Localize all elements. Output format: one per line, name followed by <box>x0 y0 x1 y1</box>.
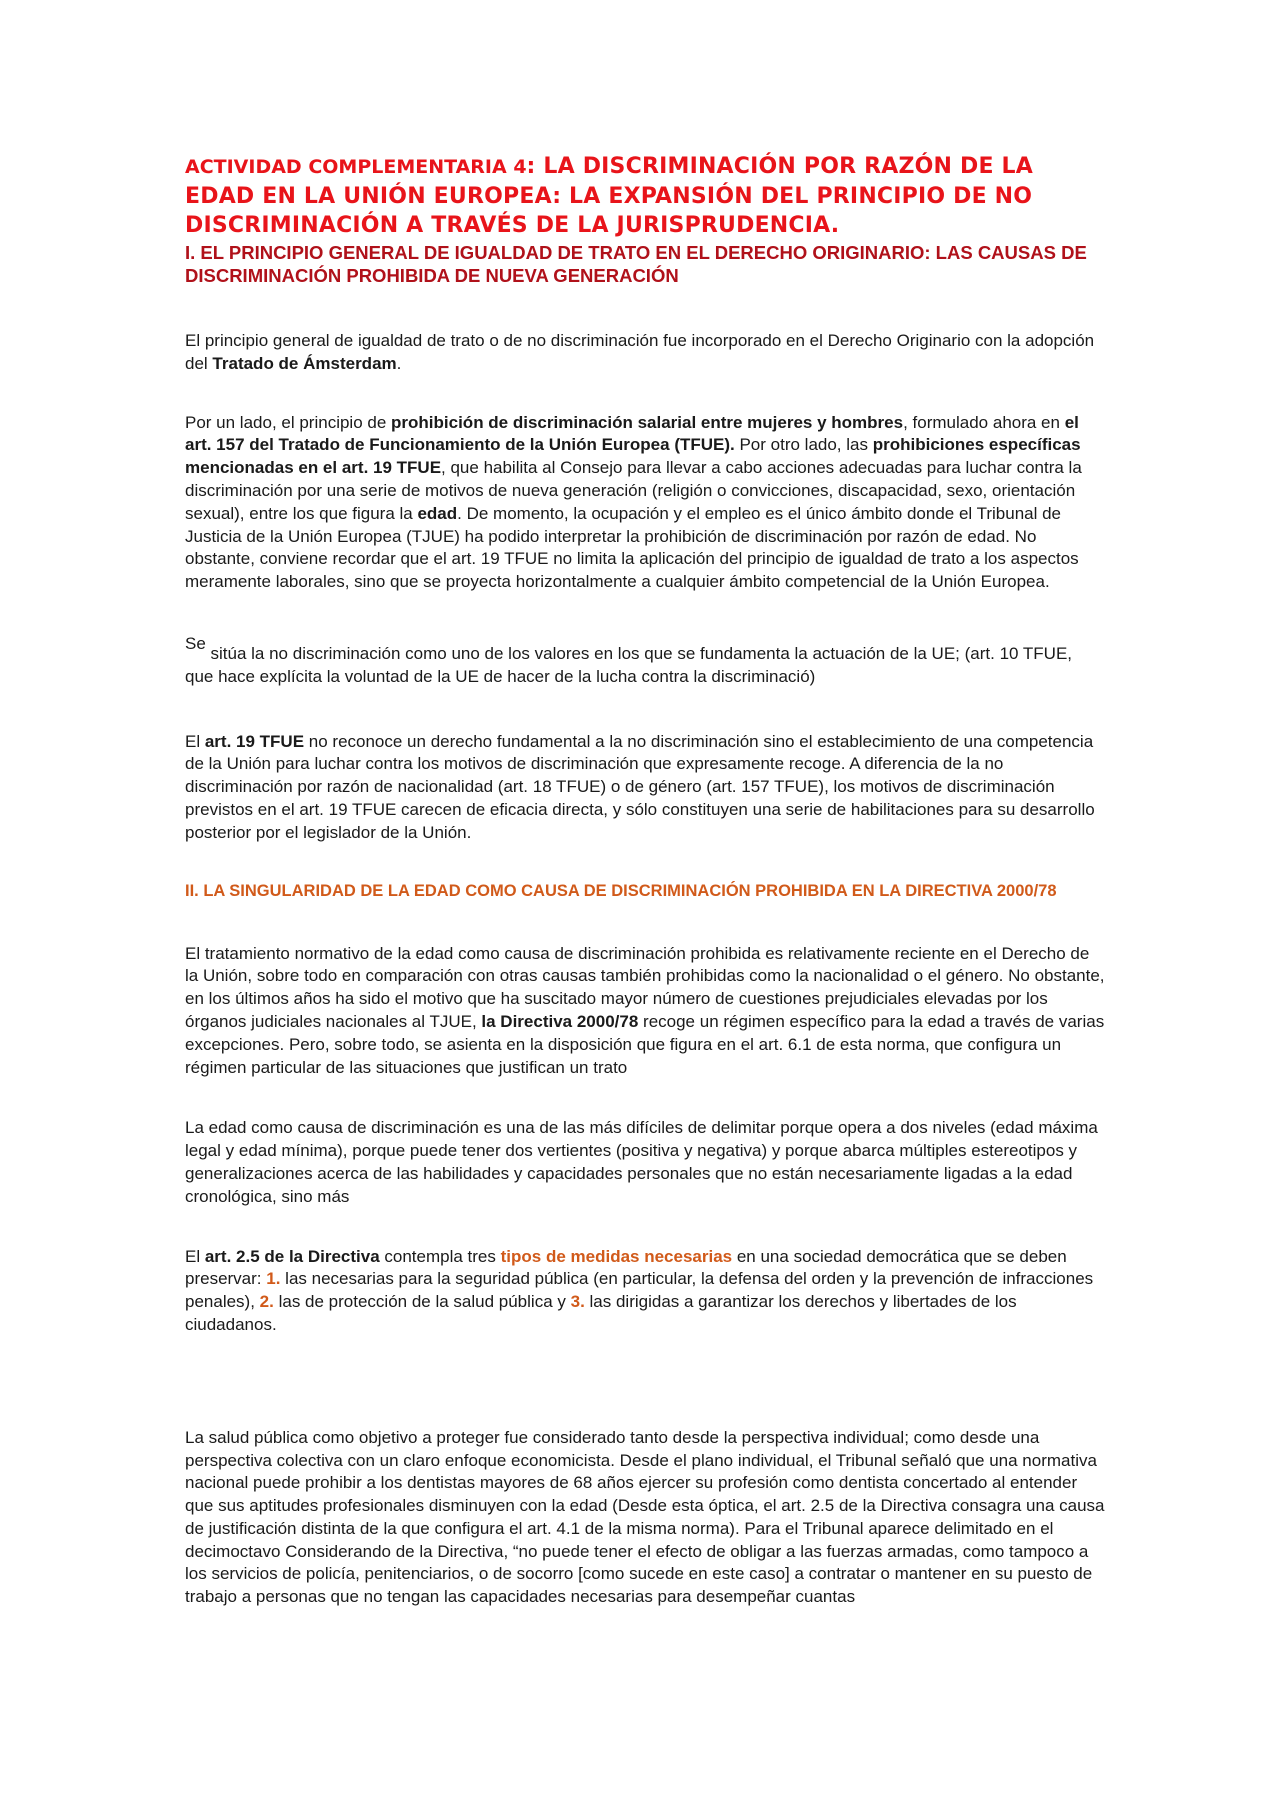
document-page <box>185 152 1105 1609</box>
title-rest: : LA DISCRIMINACIÓN POR RAZÓN DE LA EDAD EN LA UNIÓN EUROPEA: LA EXPANSIÓN DEL PRINCIPIO DE NO DISCRIMINACIÓN A TRAVÉS DE LA JURISPRUDENCIA. <box>185 154 1034 238</box>
document-title <box>185 152 1105 240</box>
paragraph: El art. 2.5 de la Directiva contempla tres tipos de medidas necesarias en una sociedad democrática que se deben preservar: 1. las necesarias para la seguridad pública (en particular, la defensa del orden y la prevención de infracciones penales), 2. las de protección de la salud pública y 3. las dirigidas a garantizar los derechos y libertades de los ciudadanos. <box>185 1246 1094 1334</box>
paragraph: El art. 19 TFUE no reconoce un derecho fundamental a la no discriminación sino el establecimiento de una competencia de la Unión para luchar contra los motivos de discriminación que expresamente recoge. A diferencia de la no discriminación por razón de nacionalidad (art. 18 TFUE) o de género (art. 157 TFUE), los motivos de discriminación previstos en el art. 19 TFUE carecen de eficacia directa, y sólo constituyen una serie de habilitaciones para su desarrollo posterior por el legislador de la Unión. <box>185 731 1095 842</box>
paragraph: El tratamiento normativo de la edad como causa de discriminación prohibida es relativamente reciente en el Derecho de la Unión, sobre todo en comparación con otras causas también prohibidas como la nacionalidad o el género. No obstante, en los últimos años ha sido el motivo que ha suscitado mayor número de cuestiones prejudiciales elevadas por los órganos judiciales nacionales al TJUE, la Directiva 2000/78 recoge un régimen específico para la edad a través de varias excepciones. Pero, sobre todo, se asienta en la disposición que figura en el art. 6.1 de esta norma, que configura un régimen particular de las situaciones que justifican un trato <box>185 943 1105 1077</box>
section-1-heading: I. EL PRINCIPIO GENERAL DE IGUALDAD DE TRATO EN EL DERECHO ORIGINARIO: LAS CAUSAS DE DISCRIMINACIÓN PROHIBIDA DE NUEVA GENERACIÓN <box>185 242 1087 286</box>
paragraph: Por un lado, el principio de prohibición de discriminación salarial entre mujeres y hombres, formulado ahora en el art. 157 del Tratado de Funcionamiento de la Unión Europea (TFUE). Por otro lado, las prohibiciones específicas mencionadas en el art. 19 TFUE, que habilita al Consejo para llevar a cabo acciones adecuadas para luchar contra la discriminación por una serie de motivos de nueva generación (religión o convicciones, discapacidad, sexo, orientación sexual), entre los que figura la edad. De momento, la ocupación y el empleo es el único ámbito donde el Tribunal de Justicia de la Unión Europea (TJUE) ha podido interpretar la prohibición de discriminación por razón de edad. No obstante, conviene recordar que el art. 19 TFUE no limita la aplicación del principio de igualdad de trato a los aspectos meramente laborales, sino que se proyecta horizontalmente a cualquier ámbito competencial de la Unión Europea. <box>185 412 1082 592</box>
section-2-heading: II. LA SINGULARIDAD DE LA EDAD COMO CAUSA DE DISCRIMINACIÓN PROHIBIDA EN LA DIRECTIVA 2000/78 <box>185 881 1057 900</box>
paragraph: Se sitúa la no discriminación como uno de los valores en los que se fundamenta la actuación de la UE; (art. 10 TFUE, que hace explícita la voluntad de la UE de hacer de la lucha contra la discriminació) <box>185 633 1072 686</box>
paragraph: La salud pública como objetivo a proteger fue considerado tanto desde la perspectiva individual; como desde una perspectiva colectiva con un claro enfoque economicista. Desde el plano individual, el Tribunal señaló que una normativa nacional puede prohibir a los dentistas mayores de 68 años ejercer su profesión como dentista concertado al entender que sus aptitudes profesionales disminuyen con la edad (Desde esta óptica, el art. 2.5 de la Directiva consagra una causa de justificación distinta de la que configura el art. 4.1 de la misma norma). Para el Tribunal aparece delimitado en el decimoctavo Considerando de la Directiva, “no puede tener el efecto de obligar a las fuerzas armadas, como tampoco a los servicios de policía, penitenciarios, o de socorro [como sucede en este caso] a contratar o mantener en su puesto de trabajo a personas que no tengan las capacidades necesarias para desempeñar cuantas <box>185 1427 1105 1607</box>
paragraph: El principio general de igualdad de trato o de no discriminación fue incorporado en el Derecho Originario con la adopción del Tratado de Ámsterdam. <box>185 331 1095 373</box>
paragraph: La edad como causa de discriminación es una de las más difíciles de delimitar porque opera a dos niveles (edad máxima legal y edad mínima), porque puede tener dos vertientes (positiva y negativa) y porque abarca múltiples estereotipos y generalizaciones acerca de las habilidades y capacidades personales que no están necesariamente ligadas a la edad cronológica, sino más <box>185 1118 1098 1206</box>
title-lead: ACTIVIDAD COMPLEMENTARIA 4 <box>185 156 527 178</box>
